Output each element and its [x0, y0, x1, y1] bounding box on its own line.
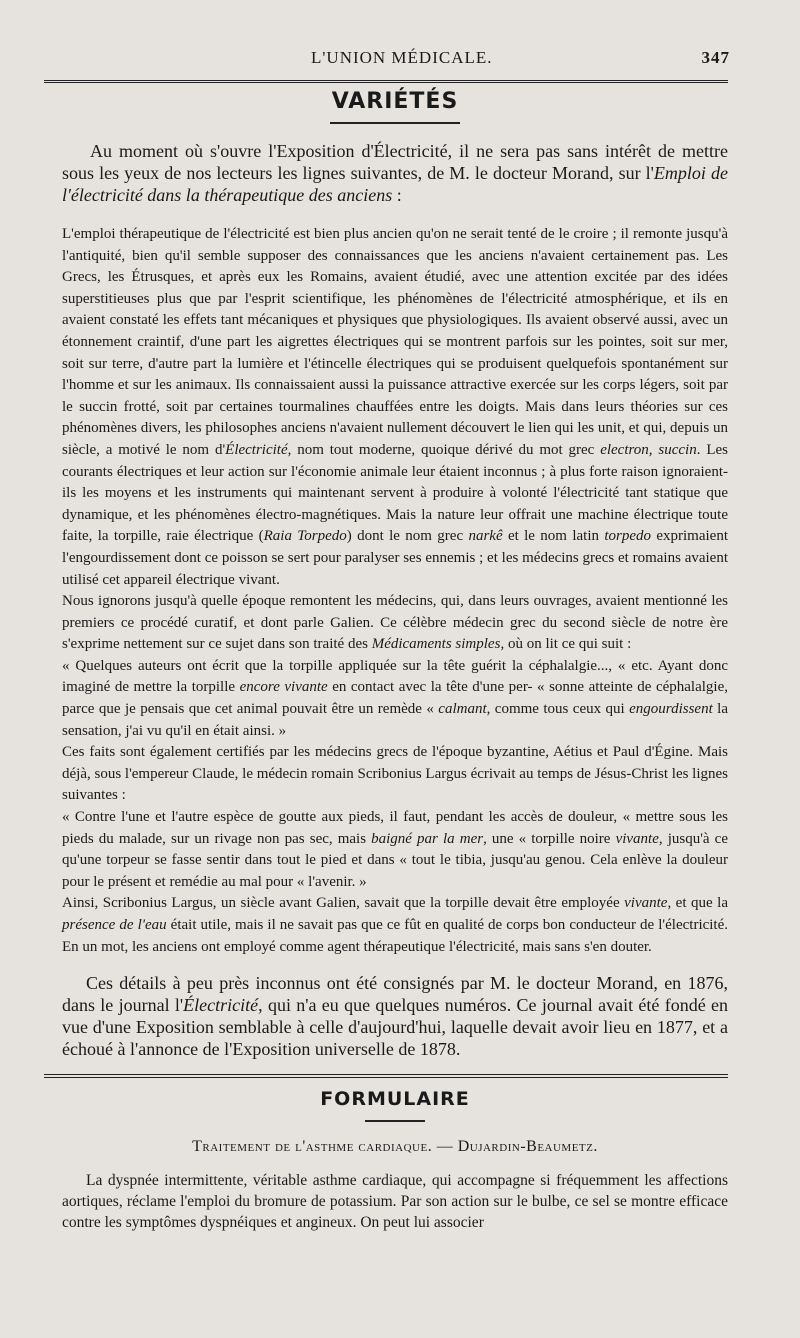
quote-p6-text-a: Ainsi, Scribonius Largus, un siècle avant Galien, savait que la torpille devait être employée: [62, 895, 625, 912]
quote-p3-text-c: , comme tous ceux qui: [486, 701, 630, 718]
intro-paragraph: [62, 140, 728, 206]
quote-p2-italic: Médicaments simples: [371, 636, 501, 653]
quote-p4-text: Ces faits sont également certifiés par les médecins grecs de l'époque byzantine, Aétius et Paul d'Égine. Mais déjà, sous l'empereur Claude, le médecin romain Scribonius Largus écrivait au temps de Jésus-Christ les lignes suivantes :: [62, 744, 729, 804]
formulaire-text: La dyspnée intermittente, véritable asthme cardiaque, qui accompagne si fréquemment les affections aortiques, réclame l'emploi du bromure de potassium. Par son action sur le bulbe, ce sel se montre efficace contre les symptômes dyspnéiques et angineux. On peut lui associer: [62, 1172, 728, 1232]
quote-p6-italic-1: vivante: [624, 895, 668, 912]
quote-p2-text-b: , où on lit ce qui suit :: [500, 636, 632, 653]
quote-p1-italic-2: electron, succin: [600, 441, 697, 458]
quote-p1-text-f: exprimaient l'engourdissement dont ce poisson se sert pour paralyser ses ennemis ; et les médecins grecs et romains avaient utilisé cet appareil électrique vivant.: [62, 528, 728, 588]
quote-paragraph-5: [62, 807, 728, 893]
closing-paragraph: [62, 972, 728, 1060]
closing-text-a: Ces détails à peu près inconnus ont été consignés par M. le docteur Morand, en 1876, dans le journal l': [62, 973, 728, 1016]
quote-p1-text-d: ) dont le nom grec: [346, 528, 469, 545]
running-header: [62, 48, 730, 68]
quote-p3-text-a: « Quelques auteurs ont écrit que la torpille appliquée sur la tête guérit la céphalalgie..., « etc. Ayant donc imaginé de mettre la torpille: [62, 657, 728, 696]
quote-paragraph-4: [62, 742, 728, 807]
title-underline: [330, 122, 460, 124]
quote-p1-text-c: . Les courants électriques et leur action sur l'économie animale leur étaient inconnus ; à plus forte raison ignoraient-ils les moyens et les instruments qui maintenant servent à produire à volonté l'électricité tant statique que dynamique, et les phénomènes électro-magnétiques. Mais la nature leur offrait une machine électrique toute faite, la torpille, raie électrique (: [62, 441, 728, 545]
closing-italic: Électricité: [183, 995, 259, 1016]
intro-italic: Emploi de l'électricité dans la thérapeutique des anciens: [62, 163, 728, 205]
quote-paragraph-1: [62, 224, 728, 591]
quote-p5-italic-2: vivante: [615, 830, 659, 847]
quote-p5-text-c: , jusqu'à ce qu'une torpeur se fasse sentir dans tout le pied et dans « tout le tibia, jusqu'au genou. Cela enlève la douleur pour le présent et remédie au mal pour « l'avenir. »: [62, 830, 728, 890]
quoted-article: [62, 224, 728, 958]
header-rule: [44, 80, 728, 83]
quote-p1-italic-4: narkê: [468, 528, 503, 545]
quote-paragraph-3: [62, 656, 728, 742]
quote-p5-italic-1: baigné par la mer: [371, 830, 484, 847]
quote-paragraph-2: [62, 591, 728, 656]
quote-p6-text-c: était utile, mais il ne savait pas que ce fût en qualité de corps bon conducteur de l'électricité. En un mot, les anciens ont employé comme agent thérapeutique l'électricité, mais sans s'en douter.: [62, 917, 729, 955]
quote-p1-text-e: et le nom latin: [502, 528, 605, 545]
quote-p5-text-b: , une « torpille noire: [483, 830, 616, 847]
formulaire-subheading: Traitement de l'asthme cardiaque. — Dujardin-Beaumetz.: [192, 1138, 598, 1156]
quote-paragraph-6: [62, 893, 728, 958]
section-divider: [44, 1074, 728, 1078]
quote-p3-text-b: en contact avec la tête d'une per- « sonne atteinte de céphalalgie, parce que je pensais que cet animal pouvait être un remède «: [62, 679, 729, 718]
quote-p3-italic-3: engourdissent: [629, 701, 713, 718]
quote-p2-text: Nous ignorons jusqu'à quelle époque remontent les médecins, qui, dans leurs ouvrages, avaient mentionné les premiers ce procédé curatif, et dont parle Galien. Ce célèbre médecin grec du second siècle de notre ère s'exprime nettement sur ce sujet dans son traité des: [62, 593, 728, 653]
intro-text-2: :: [392, 185, 402, 205]
quote-p6-text-b: , et que la: [667, 895, 728, 912]
quote-p3-italic-1: encore vivante: [239, 679, 328, 696]
quote-p3-italic-2: calmant: [438, 701, 487, 718]
intro-text-1: Au moment où s'ouvre l'Exposition d'Électricité, il ne sera pas sans intérêt de mettre sous les yeux de nos lecteurs les lignes suivantes, de M. le docteur Morand, sur l': [62, 141, 728, 183]
quote-p1-text-b: , nom tout moderne, quoique dérivé du mot grec: [287, 441, 601, 458]
quote-p1-text: L'emploi thérapeutique de l'électricité est bien plus ancien qu'on ne serait tenté de le croire ; il remonte jusqu'à l'antiquité, bien qu'il semble supposer des connaissances que les anciens n'avaient certainement pas. Les Grecs, les Étrusques, et après eux les Romains, avaient étudié, avec une attention excitée par des idées superstitieuses plus que par l'esprit scientifique, les phénomènes de l'électricité atmosphérique, et ils en avaient constaté les effets tant mécaniques et physiques que physiologiques. Ils avaient observé aussi, avec un étonnement craintif, d'une part les aigrettes électriques qui se montrent parfois sur les pointes, soit sur mer, soit sur terre, d'autre part la lumière et l'étincelle électriques qui se produisent quelquefois spontanément sur l'homme et sur les animaux. Ils connaissaient aussi la puissance attractive exercée sur les corps légers, soit par le succin frotté, soit par certaines tourmalines chauffées entre les doigts. Mais dans leurs théories sur ces phénomènes divers, les philosophes anciens n'avaient nullement découvert le lien qui les unit, et qui, depuis un siècle, a motivé le nom d': [62, 226, 728, 458]
closing-text-b: , qui n'a eu que quelques numéros. Ce journal avait été fondé en vue d'une Exposition semblable à celle d'aujourd'hui, laquelle devait avoir lieu en 1877, et a échoué à l'annonce de l'Exposition universelle de 1878.: [62, 995, 728, 1060]
quote-p1-italic-5: torpedo: [604, 528, 652, 545]
quote-p3-text-d: la sensation, j'ai vu qu'il en était ainsi. »: [62, 701, 728, 739]
quote-p6-italic-2: présence de l'eau: [62, 917, 167, 933]
formulaire-underline: [365, 1120, 425, 1122]
quote-p1-italic-1: Électricité: [225, 441, 288, 458]
page-number: 347: [701, 48, 730, 67]
quote-p1-italic-3: Raia Torpedo: [263, 528, 347, 545]
section-title: VARIÉTÉS: [331, 89, 459, 114]
quote-p5-text-a: « Contre l'une et l'autre espèce de goutte aux pieds, il faut, pendant les accès de douleur, « mettre sous les pieds du malade, sur un rivage non pas sec, mais: [62, 809, 728, 847]
formulaire-title: FORMULAIRE: [320, 1088, 470, 1111]
formulaire-body: [62, 1170, 728, 1233]
running-title: L'UNION MÉDICALE.: [310, 48, 493, 67]
